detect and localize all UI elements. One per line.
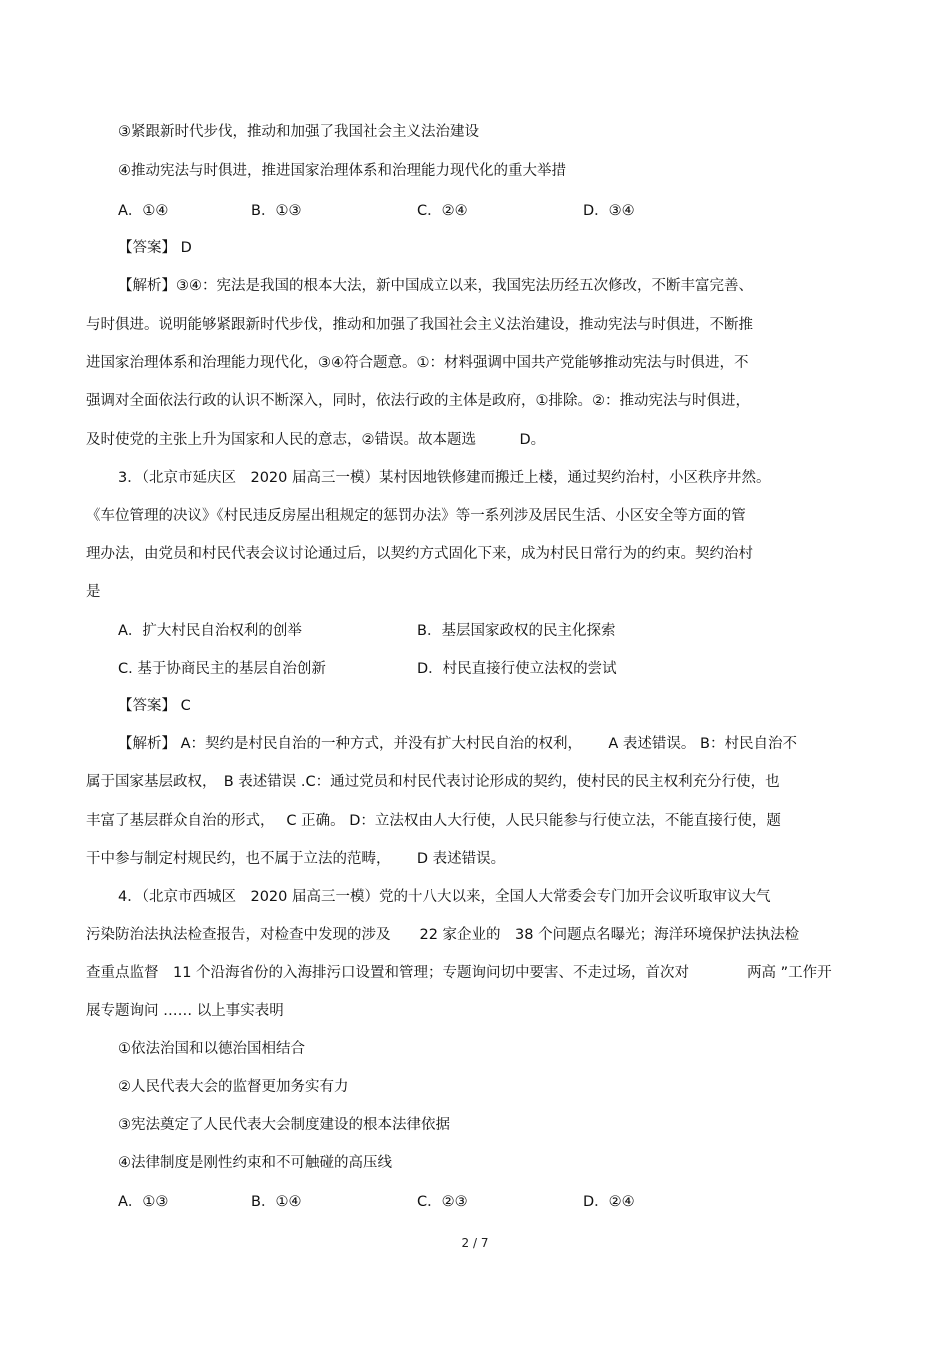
- statement-3: ③紧跟新时代步伐，推动和加强了我国社会主义法治建设: [118, 124, 479, 140]
- question-3-stem: 《车位管理的决议》《村民违反房屋出租规定的惩罚办法》等一系列涉及居民生活、小区安全等方面的管: [86, 508, 746, 524]
- statement-3: ③宪法奠定了人民代表大会制度建设的根本法律依据: [118, 1117, 450, 1133]
- explanation-line: 与时俱进。说明能够紧跟新时代步伐，推动和加强了我国社会主义法治建设，推动宪法与时俱进，不断推: [86, 317, 753, 333]
- explanation-line: 丰富了基层群众自治的形式， C 正确。 D：立法权由人大行使，人民只能参与行使立法，不能直接行使，题: [86, 813, 781, 829]
- option-d: D．②④: [583, 1194, 635, 1210]
- explanation-line: 【解析】③④：宪法是我国的根本大法，新中国成立以来，我国宪法历经五次修改，不断丰富完善、: [118, 278, 753, 294]
- question-4-stem: 4．（北京市西城区 2020 届高三一模）党的十八大以来，全国人大常委会专门加开会议听取审议大气: [118, 889, 771, 905]
- question-4-stem: 查重点监督 11 个沿海省份的入海排污口设置和管理；专题询问切中要害、不走过场，首次对 两高 ”工作开: [86, 965, 832, 981]
- option-a: A．①④: [118, 203, 169, 219]
- explanation-line: 及时使党的主张上升为国家和人民的意志，②错误。故本题选 D。: [86, 432, 546, 448]
- statement-4: ④法律制度是刚性约束和不可触碰的高压线: [118, 1155, 392, 1171]
- answer-label: 【答案】 C: [118, 698, 191, 714]
- option-c: C．②④: [417, 203, 468, 219]
- explanation-line: 干中参与制定村规民约，也不属于立法的范畴， D 表述错误。: [86, 851, 506, 867]
- option-d: D．村民直接行使立法权的尝试: [417, 661, 617, 677]
- statement-2: ②人民代表大会的监督更加务实有力: [118, 1079, 349, 1095]
- option-b: B．①④: [251, 1194, 302, 1210]
- question-4-stem: 展专题询问 …… 以上事实表明: [86, 1003, 284, 1019]
- explanation-line: 进国家治理体系和治理能力现代化，③④符合题意。①：材料强调中国共产党能够推动宪法与时俱进，不: [86, 355, 749, 371]
- statement-1: ①依法治国和以德治国相结合: [118, 1041, 305, 1057]
- explanation-line: 强调对全面依法行政的认识不断深入，同时，依法行政的主体是政府，①排除。②：推动宪法与时俱进，: [86, 393, 750, 409]
- option-b: B．①③: [251, 203, 302, 219]
- question-3-stem: 是: [86, 584, 101, 600]
- explanation-line: 【解析】 A：契约是村民自治的一种方式，并没有扩大村民自治的权利， A 表述错误。 B：村民自治不: [118, 736, 797, 752]
- option-b: B．基层国家政权的民主化探索: [417, 623, 616, 639]
- answer-label: 【答案】 D: [118, 240, 192, 256]
- option-c: C．②③: [417, 1194, 468, 1210]
- option-c: C. 基于协商民主的基层自治创新: [118, 661, 326, 677]
- question-3-stem: 理办法，由党员和村民代表会议讨论通过后，以契约方式固化下来，成为村民日常行为的约束。契约治村: [86, 546, 753, 562]
- option-d: D．③④: [583, 203, 635, 219]
- option-a: A．扩大村民自治权利的创举: [118, 623, 302, 639]
- explanation-line: 属于国家基层政权， B 表述错误 .C：通过党员和村民代表讨论形成的契约，使村民的民主权利充分行使，也: [86, 774, 780, 790]
- option-a: A．①③: [118, 1194, 169, 1210]
- statement-4: ④推动宪法与时俱进，推进国家治理体系和治理能力现代化的重大举措: [118, 163, 566, 179]
- page-number: 2 / 7: [461, 1236, 489, 1250]
- question-4-stem: 污染防治法执法检查报告，对检查中发现的涉及 22 家企业的 38 个问题点名曝光；海洋环境保护法执法检: [86, 927, 800, 943]
- question-3-stem: 3．（北京市延庆区 2020 届高三一模）某村因地铁修建而搬迁上楼，通过契约治村，小区秩序井然。: [118, 470, 771, 486]
